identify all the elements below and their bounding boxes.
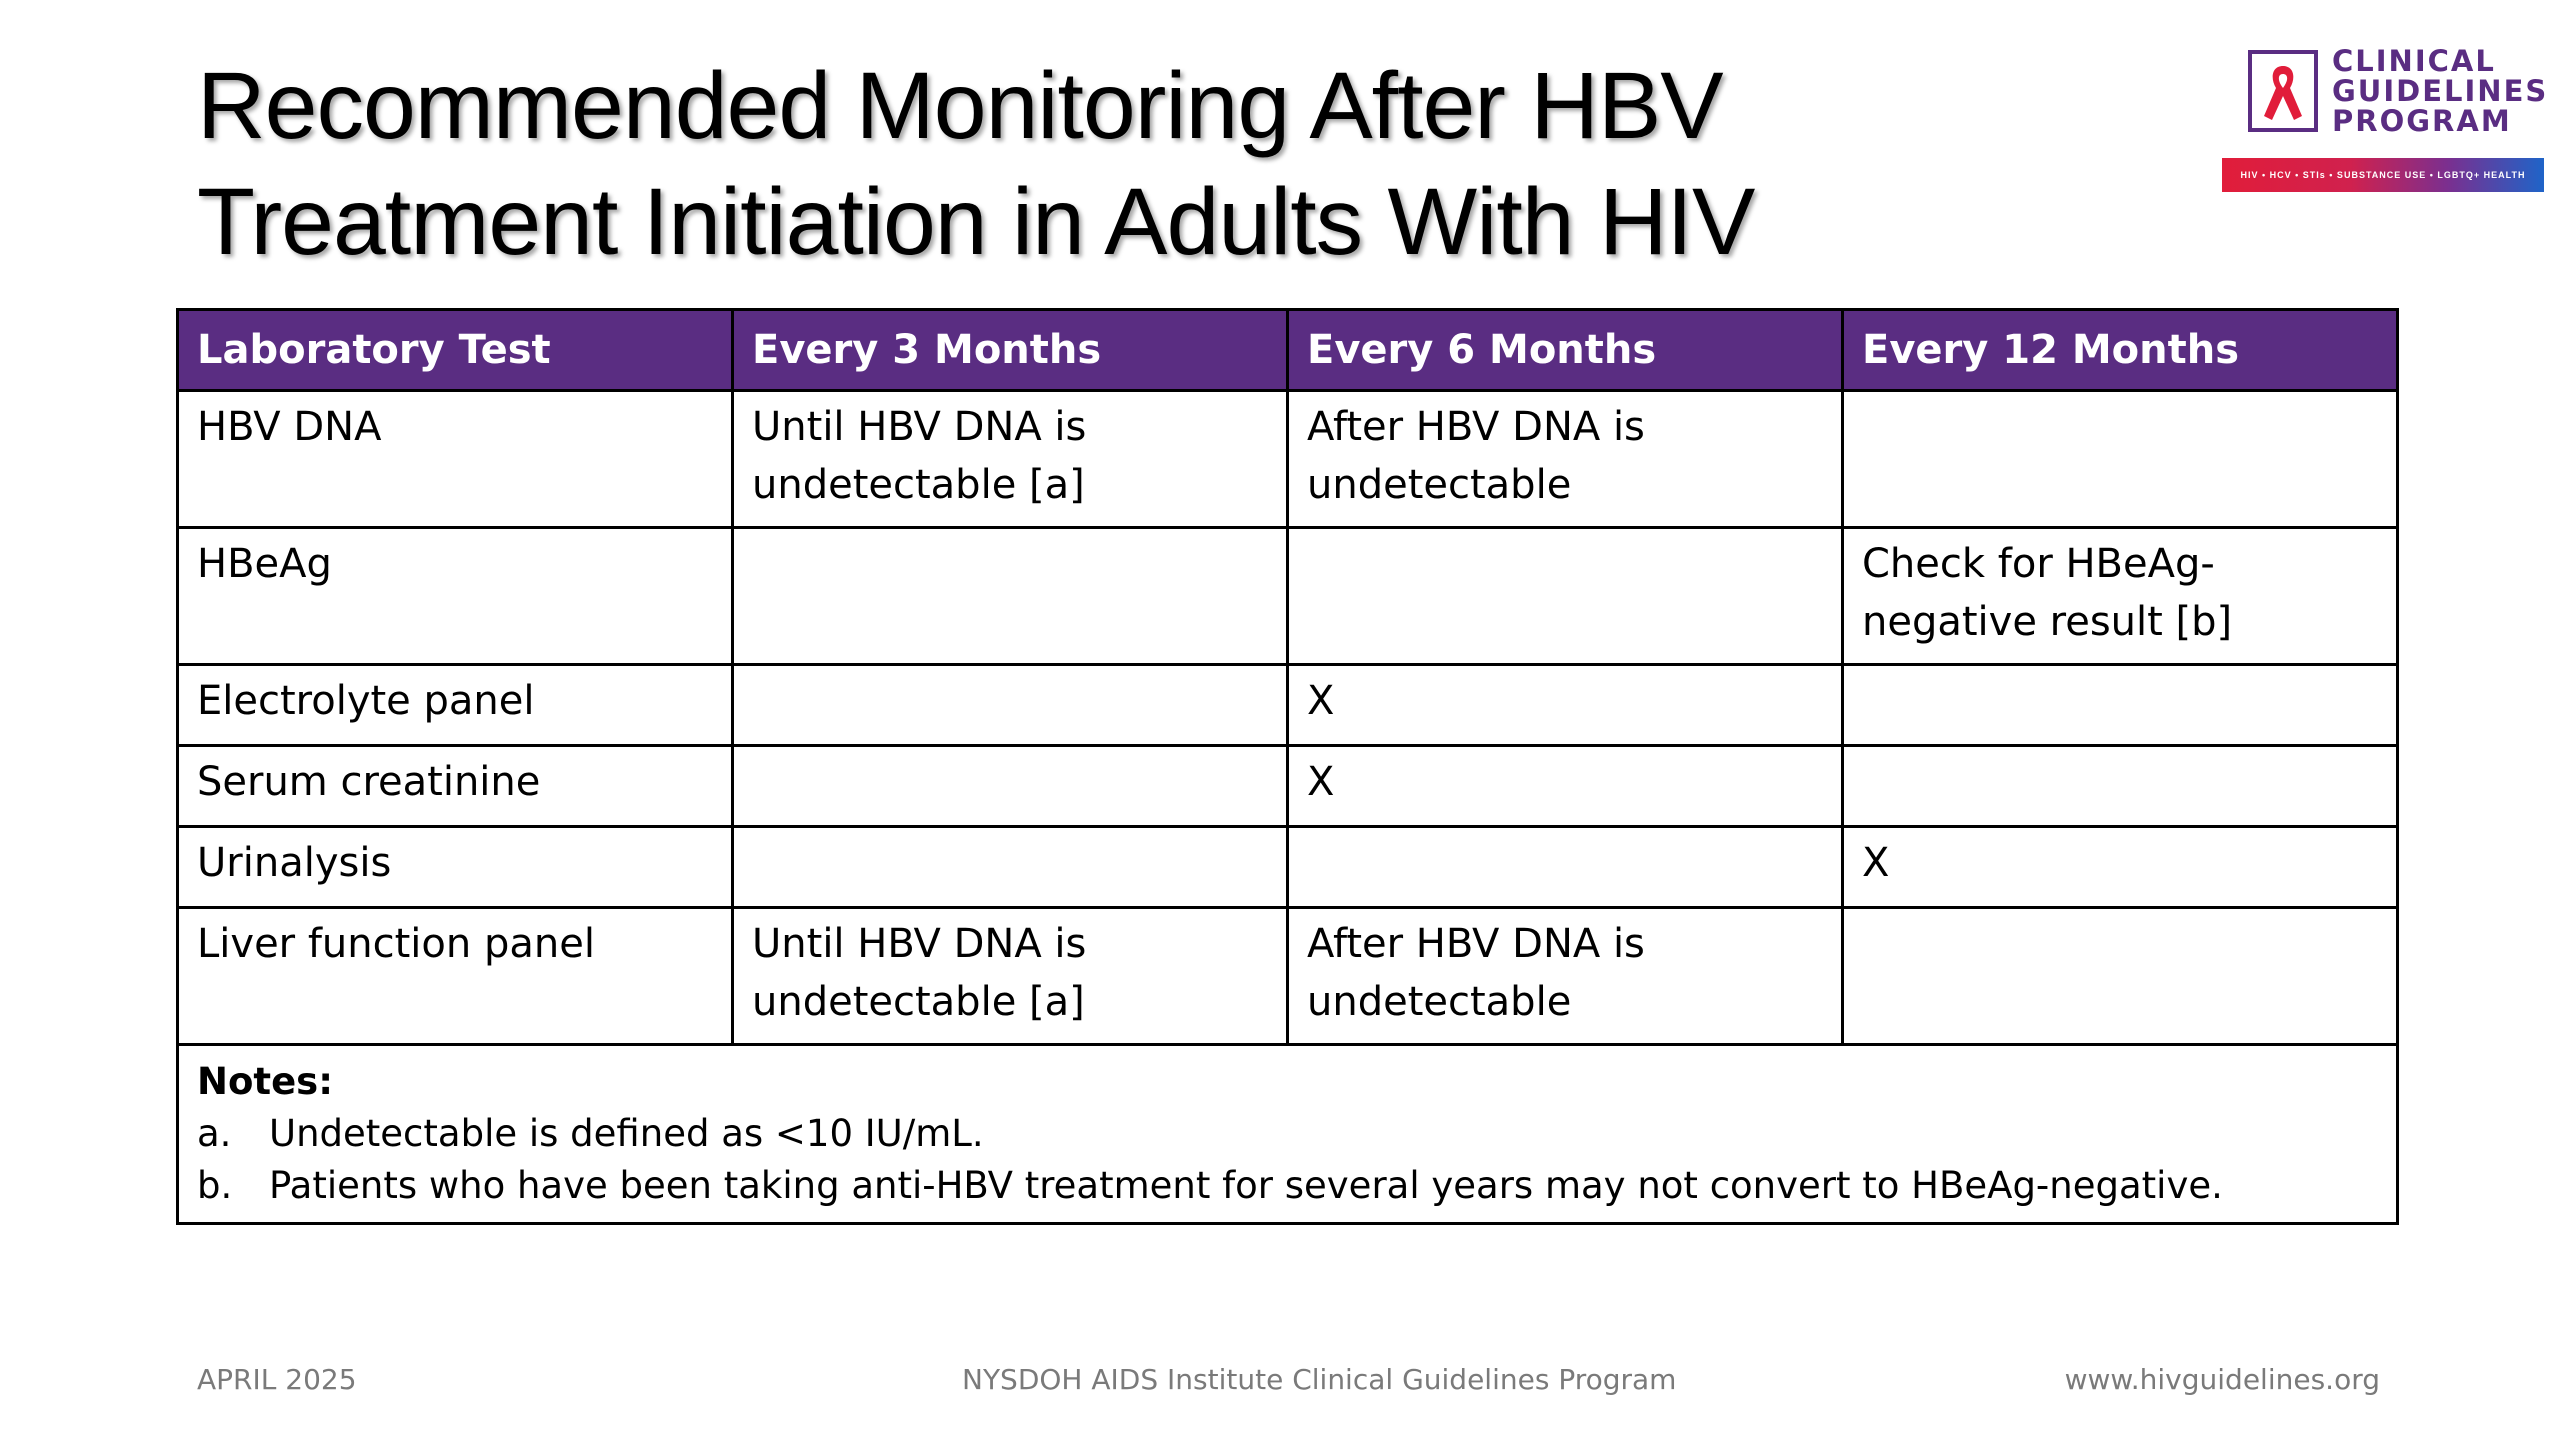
table-cell: Electrolyte panel (178, 665, 733, 746)
note-text: Patients who have been taking anti-HBV treatment for several years may not convert to HBeAg-negative. (269, 1164, 2223, 1207)
table-cell: Until HBV DNA is undetectable [a] (733, 908, 1288, 1045)
table-header-row (178, 310, 2398, 391)
note-text: Undetectable is defined as <10 IU/mL. (269, 1112, 984, 1155)
table-cell (733, 665, 1288, 746)
note-label: b. (197, 1164, 233, 1207)
notes-row (178, 1045, 2398, 1224)
table-cell (1843, 665, 2398, 746)
logo-line-3: PROGRAM (2332, 104, 2512, 138)
footer-program: NYSDOH AIDS Institute Clinical Guidelines Program (962, 1363, 1677, 1396)
logo-tagline: HIV • HCV • STIs • SUBSTANCE USE • LGBTQ+ HEALTH (2222, 158, 2544, 192)
table-row (178, 665, 2398, 746)
table-cell (1843, 908, 2398, 1045)
table-cell (1843, 746, 2398, 827)
column-header-every-3-months: Every 3 Months (733, 310, 1288, 391)
note-item (197, 1160, 2378, 1212)
table-cell: X (1288, 665, 1843, 746)
table-cell: HBeAg (178, 528, 733, 665)
table-cell: Serum creatinine (178, 746, 733, 827)
note-item (197, 1108, 2378, 1160)
notes-cell (178, 1045, 2398, 1224)
table-cell (1288, 827, 1843, 908)
table-cell: After HBV DNA is undetectable (1288, 391, 1843, 528)
footer-date: APRIL 2025 (197, 1363, 357, 1396)
table-cell (733, 827, 1288, 908)
table-cell: After HBV DNA is undetectable (1288, 908, 1843, 1045)
table-cell (1843, 391, 2398, 528)
table-row (178, 908, 2398, 1045)
column-header-every-12-months: Every 12 Months (1843, 310, 2398, 391)
column-header-every-6-months: Every 6 Months (1288, 310, 1843, 391)
table-row (178, 391, 2398, 528)
monitoring-table (176, 308, 2399, 1225)
note-label: a. (197, 1112, 232, 1155)
table-row (178, 827, 2398, 908)
table-cell (733, 746, 1288, 827)
table-row (178, 746, 2398, 827)
ribbon-icon (2248, 50, 2318, 132)
table-cell: X (1843, 827, 2398, 908)
clinical-guidelines-program-logo (2222, 44, 2549, 194)
slide-title-line-2: Treatment Initiation in Adults With HIV (197, 169, 1755, 275)
notes-heading: Notes: (197, 1060, 333, 1103)
slide-title (197, 48, 2097, 280)
table-cell: HBV DNA (178, 391, 733, 528)
table-cell: Urinalysis (178, 827, 733, 908)
table-cell: Liver function panel (178, 908, 733, 1045)
table-row (178, 528, 2398, 665)
table-cell (1288, 528, 1843, 665)
logo-wordmark (2332, 46, 2548, 136)
footer-url: www.hivguidelines.org (2064, 1363, 2380, 1396)
slide-title-line-1: Recommended Monitoring After HBV (197, 53, 1723, 159)
logo-line-1: CLINICAL (2332, 44, 2496, 78)
logo-line-2: GUIDELINES (2332, 74, 2549, 108)
column-header-laboratory-test: Laboratory Test (178, 310, 733, 391)
table-cell (733, 528, 1288, 665)
table-cell: X (1288, 746, 1843, 827)
table-cell: Until HBV DNA is undetectable [a] (733, 391, 1288, 528)
table-cell: Check for HBeAg-negative result [b] (1843, 528, 2398, 665)
